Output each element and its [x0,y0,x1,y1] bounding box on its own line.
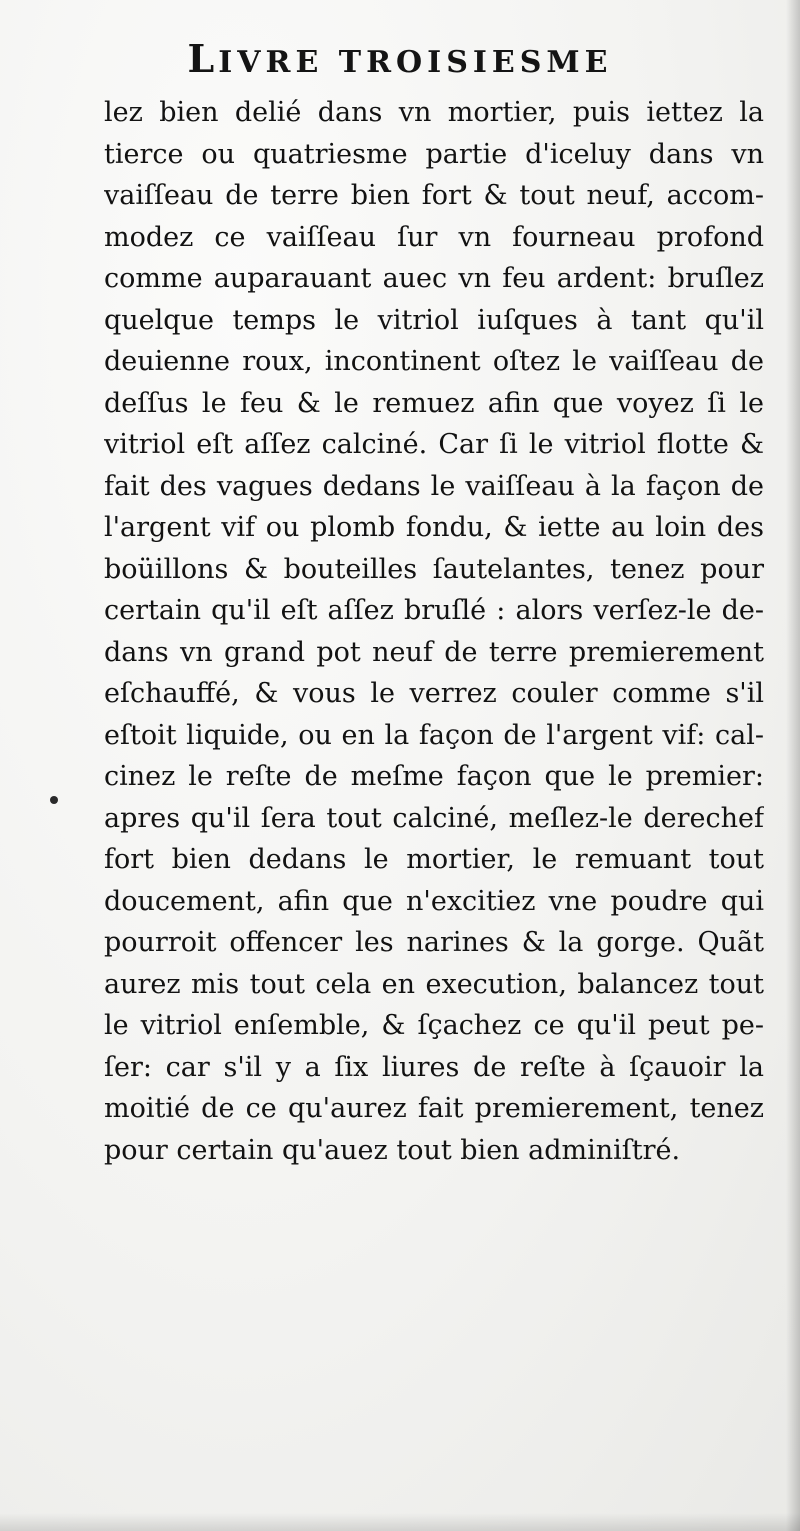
text-line: boüillons & bouteilles ſautelantes, tenez pour [104,553,764,585]
margin-ink-mark [50,796,58,804]
text-line: tierce ou quatriesme partie d'iceluy dans vn [104,138,764,170]
text-line: moitié de ce qu'aurez fait premierement, tenez [104,1093,764,1124]
text-line: certain qu'il eſt aſſez bruſlé : alors verſez-le de- [104,595,764,626]
page-bottom-shadow [0,1513,800,1531]
text-line: fait des vagues dedans le vaiſſeau à la façon de [104,470,764,502]
text-line: cinez le reſte de meſme façon que le premier: [104,761,764,792]
text-line: pourroit offencer les narines & la gorge. Quãt [104,927,764,958]
text-line: apres qu'il ſera tout calciné, meſlez-le derechef [104,802,764,834]
text-line: fort bien dedans le mortier, le remuant tout [104,844,764,875]
text-line: comme auparauant auec vn feu ardent: bruſlez [104,263,764,294]
text-line: le vitriol enſemble, & ſçachez ce qu'il peut pe- [104,1010,764,1041]
text-line: quelque temps le vitriol iuſques à tant qu'il [104,304,764,336]
running-head-title: IVRE TROISIESME [218,45,613,80]
running-head [0,36,800,81]
text-line: ſer: car s'il y a ſix liures de reſte à ſçauoir la [104,1051,764,1083]
text-line: deuienne roux, incontinent oſtez le vaiſſeau de [104,346,764,377]
text-line: lez bien delié dans vn mortier, puis iettez la [104,97,764,128]
text-line: doucement, afin que n'excitiez vne poudre qui [104,885,764,917]
page-edge-shadow [786,0,800,1531]
text-line: eſchauffé, & vous le verrez couler comme s'il [104,678,764,709]
text-line: l'argent vif ou plomb fondu, & iette au loin des [104,512,764,543]
text-line: vitriol eſt aſſez calciné. Car ſi le vitriol flotte & [104,429,764,460]
text-line: pour certain qu'auez tout bien adminiſtré. [104,1134,681,1166]
running-head-initial: L [187,36,219,81]
text-line: modez ce vaiſſeau ſur vn fourneau profond [104,221,764,253]
text-line: aurez mis tout cela en execution, balancez tout [104,968,764,1000]
text-line: vaiſſeau de terre bien fort & tout neuf, accom- [104,180,764,211]
text-line: eſtoit liquide, ou en la façon de l'argent vif: cal- [104,719,764,751]
text-line: dans vn grand pot neuf de terre premierement [104,636,764,668]
body-text [104,92,764,1171]
text-line: deſſus le feu & le remuez afin que voyez ſi le [104,387,764,419]
